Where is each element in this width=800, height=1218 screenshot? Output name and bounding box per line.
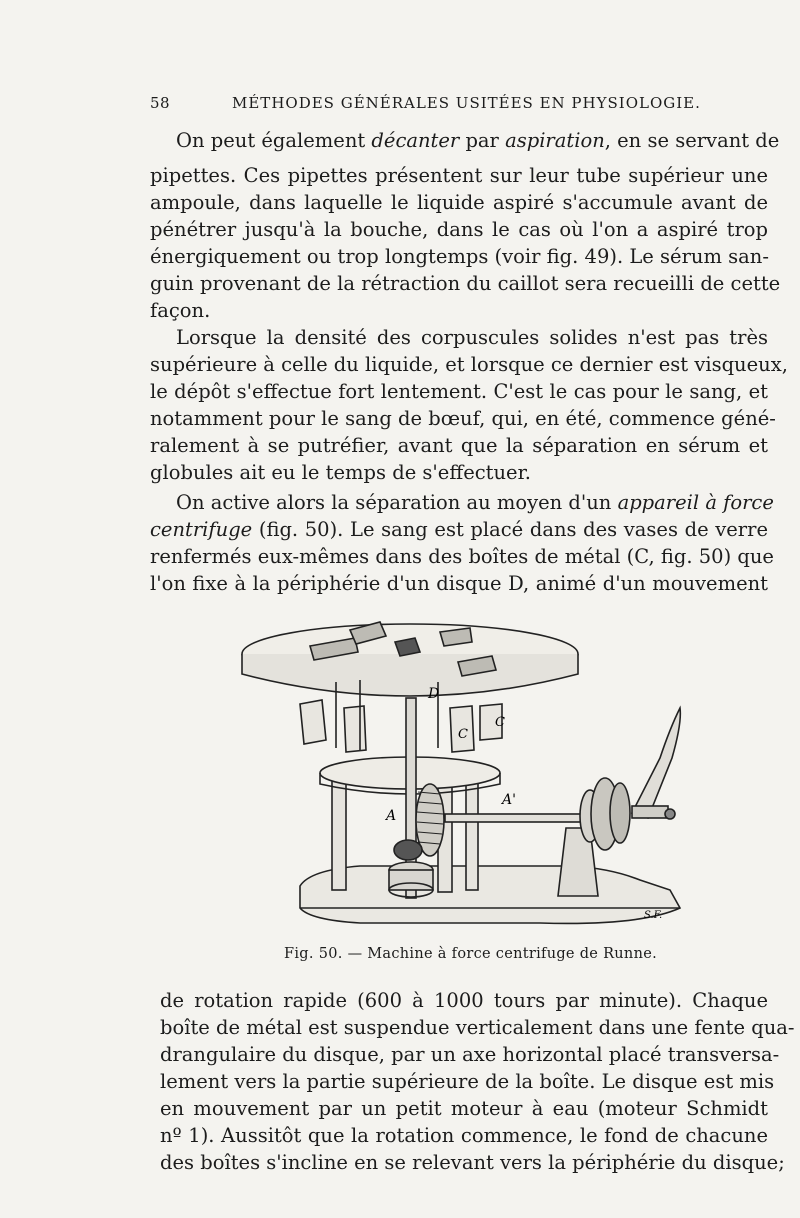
text-line: centrifuge (fig. 50). Le sang est placé dans des vases de verre [150,518,768,541]
label-C-outer: C [495,715,505,730]
text-line: en mouvement par un petit moteur à eau (moteur Schmidt [160,1097,768,1120]
text-line: le dépôt s'effectue fort lentement. C'est le cas pour le sang, et [150,380,768,403]
text-line: drangulaire du disque, par un axe horizontal placé transversa- [160,1043,780,1066]
text-line: boîte de métal est suspendue verticalement dans une fente qua- [160,1016,795,1039]
centrifuge-illustration [240,608,690,938]
label-A-prime: A' [502,792,516,808]
text-line: Lorsque la densité des corpuscules solides n'est pas très [176,326,768,349]
text-line: globules ait eu le temps de s'effectuer. [150,461,531,484]
engraver-signature: S.F. [644,910,663,921]
text-line: l'on fixe à la périphérie d'un disque D, animé d'un mouvement [150,572,768,595]
text-line: des boîtes s'incline en se relevant vers la périphérie du disque; [160,1151,785,1174]
text-line: lement vers la partie supérieure de la boîte. Le disque est mis [160,1070,775,1093]
figure-caption: Fig. 50. — Machine à force centrifuge de Runne. [284,946,657,962]
label-C-inner: C [458,727,468,742]
text-line: renfermés eux-mêmes dans des boîtes de métal (C, fig. 50) que [150,545,774,568]
page-number: 58 [150,94,171,112]
running-title: MÉTHODES GÉNÉRALES USITÉES EN PHYSIOLOGIE. [232,94,701,112]
text-line: guin provenant de la rétraction du caillot sera recueilli de cette [150,272,781,295]
text-line: énergiquement ou trop longtemps (voir fig. 49). Le sérum san- [150,245,769,268]
text-line: nº 1). Aussitôt que la rotation commence, le fond de chacune [160,1124,768,1147]
text-line: ampoule, dans laquelle le liquide aspiré s'accumule avant de [150,191,768,214]
text-line: supérieure à celle du liquide, et lorsque ce dernier est visqueux, [150,353,788,376]
label-A: A [386,808,397,824]
label-D: D [428,686,440,702]
figure-centrifuge [240,608,690,938]
text-line: On active alors la séparation au moyen d'un appareil à force [176,491,774,514]
text-line: de rotation rapide (600 à 1000 tours par minute). Chaque [160,989,768,1012]
text-line: ralement à se putréfier, avant que la séparation en sérum et [150,434,768,457]
text-line: pipettes. Ces pipettes présentent sur leur tube supérieur une [150,164,768,187]
text-line: notamment pour le sang de bœuf, qui, en été, commence géné- [150,407,776,430]
text-line: On peut également décanter par aspiration, en se servant de [176,129,780,152]
text-line: pénétrer jusqu'à la bouche, dans le cas où l'on a aspiré trop [150,218,768,241]
text-line: façon. [150,299,211,322]
